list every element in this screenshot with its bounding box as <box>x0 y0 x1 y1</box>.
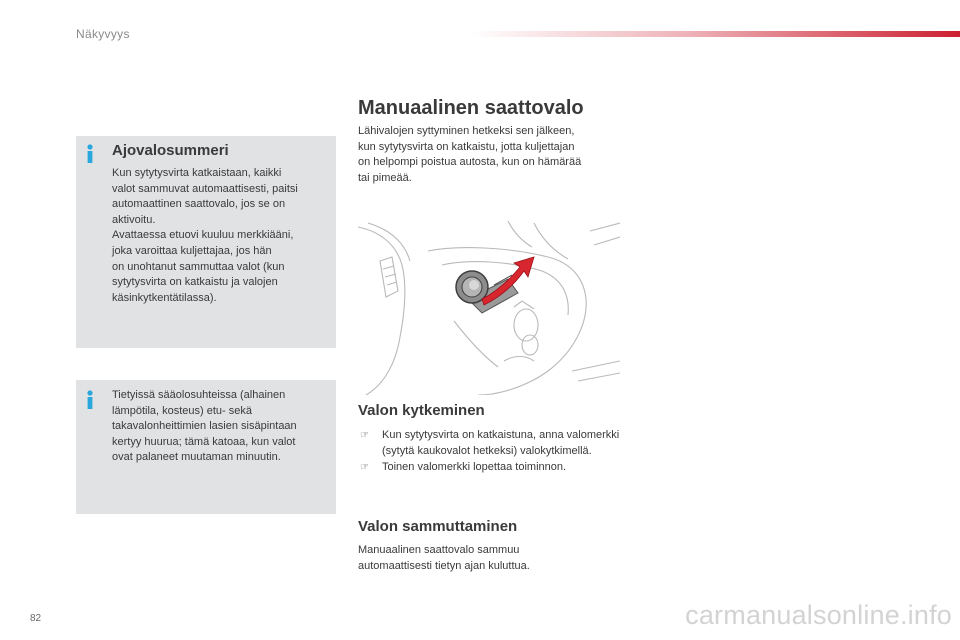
intro-paragraph <box>358 124 626 186</box>
text-line: takavalonheittimien lasien sisäpintaan <box>112 420 297 433</box>
deactivation-paragraph <box>358 543 598 574</box>
text-line: valot sammuvat automaattisesti, paitsi <box>112 182 298 195</box>
list-item-text: Toinen valomerkki lopettaa toiminnon. <box>382 461 567 474</box>
list-item-text: Kun sytytysvirta on katkaistuna, anna valomerkki (sytytä kaukovalot hetkeksi) valokytkimellä. <box>382 429 620 457</box>
info-box-headlight-warning <box>76 136 336 348</box>
info-icon <box>84 144 96 164</box>
section-title: Näkyvyys <box>76 27 130 41</box>
text-line: Lähivalojen syttyminen hetkeksi sen jälkeen, <box>358 125 575 137</box>
text-line: Manuaalinen saattovalo sammuu <box>358 544 520 556</box>
text-line: kun sytytysvirta on katkaistu, jotta kuljettajan <box>358 140 575 153</box>
page-title: Manuaalinen saattovalo <box>358 97 584 119</box>
text-line: ovat palaneet muutaman minuutin. <box>112 451 281 464</box>
info-icon <box>84 390 96 410</box>
section-title-deactivation: Valon sammuttaminen <box>358 518 518 535</box>
info-box-condensation <box>76 380 336 514</box>
watermark: carmanualsonline.info <box>685 600 952 630</box>
text-line: tai pimeää. <box>358 171 412 184</box>
section-title-activation: Valon kytkeminen <box>358 402 485 419</box>
text-line: aktivoitu. <box>112 213 156 226</box>
activation-steps <box>358 428 620 477</box>
text-line: joka varoittaa kuljettajaa, jos hän <box>112 244 272 257</box>
header-accent-line <box>470 31 960 37</box>
text-line: Tietyissä sääolosuhteissa (alhainen <box>112 389 286 401</box>
list-item <box>358 460 620 476</box>
text-line: automaattinen saattovalo, jos se on <box>112 198 286 211</box>
text-line: Avattaessa etuovi kuuluu merkkiääni, <box>112 229 294 242</box>
pointing-hand-icon: ☞ <box>360 430 369 441</box>
text-line: on helpompi poistua autosta, kun on hämärää <box>358 156 582 169</box>
info-box-text <box>112 388 324 466</box>
text-line: kertyy huurua; tämä katoaa, kun valot <box>112 435 296 448</box>
headlamp-stalk-illustration <box>358 221 620 395</box>
list-item <box>358 428 620 459</box>
text-line: on unohtanut sammuttaa valot (kun <box>112 260 285 273</box>
page-number: 82 <box>30 613 42 624</box>
pointing-hand-icon: ☞ <box>360 462 369 474</box>
info-box-heading: Ajovalosummeri <box>112 142 229 159</box>
info-box-text <box>112 166 324 306</box>
text-line: sytytysvirta on katkaistu ja valojen <box>112 276 278 289</box>
text-line: lämpötila, kosteus) etu- sekä <box>112 404 253 417</box>
text-line: Kun sytytysvirta katkaistaan, kaikki <box>112 167 282 179</box>
text-line: käsinkytkentätilassa). <box>112 291 217 304</box>
text-line: automaattisesti tietyn ajan kuluttua. <box>358 559 530 572</box>
